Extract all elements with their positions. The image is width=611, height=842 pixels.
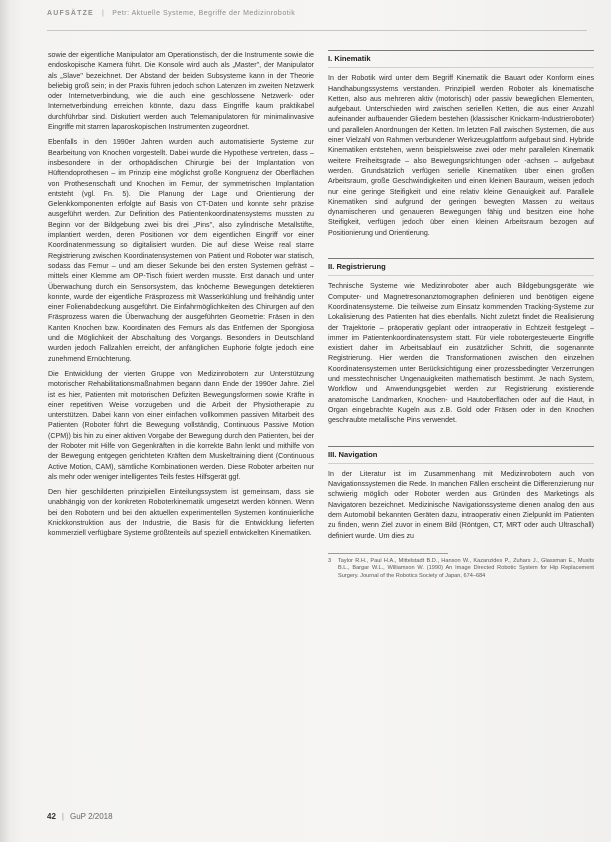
footnote-rule [328,553,448,554]
page-edge-shadow [0,0,10,842]
left-paragraph: Ebenfalls in den 1990er Jahren wurden auch automatisierte Systeme zur Bearbeitung von Knochen vorgestellt. Dabei wurde die Hypothese vertreten, dass – insbesondere in der orthopädischen Chirurgie bei der Implantation von Hüftendoprothesen – im Prinzip eine möglichst große Kongruenz der Oberflächen von Prothesenschaft und Knochen im Femur, der symmetrischen Implantation entsteht (vgl. Fn. 5). Die Planung der Lage und Orientierung der Gelenkkomponenten erfolgte auf Basis von CT-Daten und konnte sehr präzise ausgeführt werden. Zur Definition des Patientenkoordinatensystems mussten zu Beginn vor der Bildgebung zwei bis drei „Pins", also zylindrische Metallstifte, implantiert werden, deren Positionen vor dem eigentlichen Eingriff vor einer Koordinatenmessung so digitalisiert wurden. Die auf diese Weise real starre Registrierung zwischen Koordinatensystemen von Patient und Roboter war statisch, sodass das Femur – und am dieser Sekunde bei den ersten Systemen gefräst – mittels einer Klemme am OP-Tisch fixiert werden musste. Erst danach und unter Überwachung durch ein Sensorsystem, das knöcherne Bewegungen detektieren konnte, wurde der eigentliche Fräsprozess mit Wasserkühlung und freihändig unter einer Folienabdeckung ausgeführt. Die Einfahrmöglichkeiten des Chirurgen auf den Fräsprozess waren die Überwachung der ausgeführten Geometrie: Fräsen in den Kanten Knochen bzw. Koordinaten des Femurs als das Entfernen der Spongiosa und die Möglichkeit der Abschaltung des Vorgangs. Besonders in Deutschland wurden jedoch Fallzahlen erreicht, der anfänglichen Euphorie folgte jedoch eine zunehmend Ernüchterung. [48,138,314,363]
header-separator: | [101,10,105,17]
section-heading-registrierung: II. Registrierung [328,258,594,276]
right-paragraph: In der Robotik wird unter dem Begriff Kinematik die Bauart oder Konform eines Handhabungssystems verstanden. Prinzipiell werden Roboter als kinematische Ketten, also aus mehreren aktiv (motorisch) oder passiv beweglichen Elementen, aufgebaut. Unterschieden wird zwischen seriellen Ketten, die aus einer Anzahl aufeinander aufbauender Gliedern bestehen (klassischer Knickarm-Industrieroboter) und parallelen Anordnungen der Ketten. Im letzten Fall zwischen Systemen, die aus einer Vielzahl von Rahmen verbundener Werkzeugplattform aufgebaut sind. Hybride Kinematiken entstehen, wenn beispielsweise zwei oder mehr parallelen Kinematik weitere Freiheitsgrade – also Bewegungsrichtungen oder -achsen – aufgebaut werden. Grundsätzlich verfügen serielle Kinematiken über einen großen Arbeitsraum, große Geschwindigkeiten und einen kleinen Bauraum, weisen jedoch nur eine geringe Steifigkeit und eine relativ kleine Genauigkeit auf. Parallele Kinematiken sind aufgrund der geringen bewegten Massen zu weitaus dynamischeren und genaueren Bewegungen fähig und besitzen eine hohe Steifigkeit, verfügen jedoch über einen kleinen Arbeitsraum bezogen auf Positionierung und Orientierung. [328,74,594,237]
section-heading-kinematik: I. Kinematik [328,50,594,68]
header-rule [47,30,587,31]
left-column [48,50,314,544]
left-paragraph: sowie der eigentliche Manipulator am Operationstisch, der die Instrumente sowie die endoskopische Kamera führt. Die Konsole wird auch als „Master", der Manipulator als „Slave" bezeichnet. Der Abstand der beiden Subsysteme kann in der Theorie beliebig groß sein; in der Praxis führen jedoch schon Latenzen im zweiten Netzwerk oder Internetverbindung, wie die auch eine geschlossene Netzwerk- oder Internetverbindung erreichen könnte, dazu dass Eingriffe kaum praktikabel durchführbar sind. Diskutiert werden auch Telemanipulatoren für minimalinvasive Eingriffe mit starren laparoskopischen Instrumenten zugeordnet. [48,51,314,132]
running-header [47,10,587,24]
footer-separator: | [61,812,64,821]
left-paragraph: Den hier geschilderten prinzipiellen Einteilungssystem ist gemeinsam, dass sie unabhängig von der konkreten Roboterkinematik umgesetzt werden können. Wenn bei den Robotern und bei den aktuellen experimentellen Systemen kontinuierliche Knickkonstruktion aus der Industrie, die Basis für die Entwicklung lieferten kommerziell verfügbare Systeme größtenteils auf speziell entwickelten Kinematiken. [48,488,314,538]
header-running-title: Petr: Aktuelle Systeme, Begriffe der Medizinrobotik [112,10,296,17]
right-paragraph: Technische Systeme wie Medizinroboter aber auch Bildgebungsgeräte wie Computer- und Magnetresonanztomographen definieren und benötigen eigene Koordinatensysteme. Die teilweise zum Einsatz kommenden Tracking-Systeme zur Lokalisierung des Patienten hat dies ebenfalls. Nicht zuletzt findet die Realisierung der Trajektorie – präoperativ geplant oder intraoperativ in Echtzeit festgelegt – immer im Patientenkoordinatensystem statt. Für viele robotergesteuerte Eingriffe existiert daher im Arbeitsablauf ein zusätzlicher Schritt, die sogenannte Registrierung. Hier werden die Transformationen zwischen den einzelnen Koordinatensystemen unter Berücksichtigung einer prozessbedingter Verzerrungen und messtechnischer Ungenauigkeiten mathematisch bestimmt. Je nach System, Workflow und Anwendungsgebiet werden zur Registrierung existierende anatomische Landmarken, Knochen- und Hautoberflächen oder auf die Haut, in Organ eingebrachte Kugeln aus z.B. Gold oder Fräsen oder in den Knochen geschraubte metallische Pins verwendet. [328,282,594,425]
footnote-number: 3 [328,557,332,564]
journal-issue: GuP 2/2018 [69,812,113,821]
page-number: 42 [47,812,56,821]
footnote-text: Taylor R.H., Paul H.A., Mittelstadt B.D., Hanson W., Kazanzides P., Zuhars J., Glassman E., Musits B.L., Bargar W.L., Williamson W. (1990) An Image Directed Robotic System for Hip Replacement Surgery. Journal of the Robotics Society of Japan, 674–684 [338,557,594,580]
page-footer [47,812,113,821]
footnote [328,558,594,581]
header-section-label: AUFSÄTZE [47,10,94,17]
section-heading-navigation: III. Navigation [328,446,594,464]
left-paragraph: Die Entwicklung der vierten Gruppe von Medizinrobotern zur Unterstützung motorischer Rehabilitationsmaßnahmen begann dann Ende der 1990er Jahre. Ziel ist es hier, Patienten mit motorischen Defiziten Bewegungsformen sowie Kräfte in einer repetitiven Weise vorzugeben und die Arbeit der Physiotherapie zu unterstützen. Dabei kann von einer einfachen vollkommen passiven Mitarbeit des Patienten (Roboter führt die Bewegung vollständig, Continuous Passive Motion (CPM)) bis hin zu einer aktiven Vorgabe der Bewegung durch den Patienten, bei der der Roboter mit Hilfe von Gegenkräften in die korrekte Bahn lenkt und mithilfe von der Bewegung entgegen gerichteten Kräften dem Muskeltraining dient (Continuous Active Motion, CAM), sämtliche Kombinationen werden. Diese Roboter arbeiten nur als mehr oder weniger intelligentes Teils festes Hilfsgerät ggf. [48,369,314,481]
right-paragraph: In der Literatur ist im Zusammenhang mit Medizinrobotern auch von Navigationssystemen die Rede. In manchen Fällen erscheint die Differenzierung nur schwierig möglich oder Roboter werden aus Gründen des Marketings als Navigatoren bezeichnet. Medizinische Navigationssysteme dienen analog den aus dem Automobil bekannten Geräten dazu, intraoperativ einen Zielpunkt im Patienten zu finden, wenn Ziel zuvor in einem Bild (Röntgen, CT, MRT oder auch Ultraschall) definiert wurde. Um dies zu [328,469,594,540]
right-column [328,50,594,581]
